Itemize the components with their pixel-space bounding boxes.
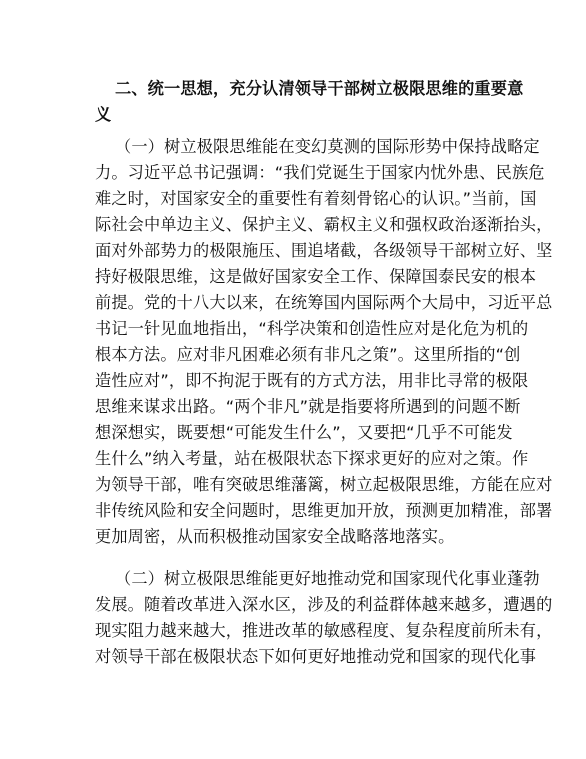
section-heading: 二、统一思想，充分认清领导干部树立极限思维的重要意 [115, 79, 524, 98]
paragraph-1-line: 更加周密，从而积极推动国家安全战略落地落实。 [95, 527, 455, 546]
paragraph-2-line: 发展。随着改革进入深水区，涉及的利益群体越来越多，遭遇的 [95, 595, 553, 614]
paragraph-1-line: 面对外部势力的极限施压、围追堵截，各级领导干部树立好、坚 [95, 241, 553, 260]
paragraph-1-line: 难之时，对国家安全的重要性有着刻骨铭心的认识。”当前，国 [95, 189, 537, 208]
paragraph-1-line: 根本方法。应对非凡困难必须有非凡之策”。这里所指的“创 [95, 345, 521, 364]
paragraph-1-line: 为领导干部，唯有突破思维藩篱，树立起极限思维，方能在应对 [95, 475, 553, 494]
paragraph-1-line: 力。习近平总书记强调：“我们党诞生于国家内忧外患、民族危 [95, 163, 545, 182]
paragraph-1-line: 造性应对”，即不拘泥于既有的方式方法，用非比寻常的极限 [95, 371, 529, 390]
paragraph-1-line: 生什么”纳入考量，站在极限状态下探求更好的应对之策。作 [95, 449, 529, 468]
paragraph-1-line: 前提。党的十八大以来，在统筹国内国际两个大局中，习近平总 [95, 293, 553, 312]
paragraph-1-line: （一）树立极限思维能在变幻莫测的国际形势中保持战略定 [115, 137, 540, 156]
paragraph-1-line: 持好极限思维，这是做好国家安全工作、保障国泰民安的根本 [95, 267, 537, 286]
paragraph-1-line: 思维来谋求出路。“两个非凡”就是指要将所遇到的问题不断 [95, 397, 521, 416]
paragraph-1-line: 际社会中单边主义、保护主义、霸权主义和强权政治逐渐抬头， [95, 215, 553, 234]
section-heading-continued: 义 [95, 105, 112, 124]
paragraph-2-line: （二）树立极限思维能更好地推动党和国家现代化事业蓬勃 [115, 569, 540, 588]
paragraph-1-line: 非传统风险和安全问题时，思维更加开放，预测更加精准，部署 [95, 501, 553, 520]
paragraph-2-line: 对领导干部在极限状态下如何更好地推动党和国家的现代化事 [95, 647, 537, 666]
paragraph-1-line: 想深想实，既要想“可能发生什么”，又要把“几乎不可能发 [95, 423, 513, 442]
paragraph-1-line: 书记一针见血地指出，“科学决策和创造性应对是化危为机的 [95, 319, 529, 338]
paragraph-2-line: 现实阻力越来越大，推进改革的敏感程度、复杂程度前所未有， [95, 621, 553, 640]
